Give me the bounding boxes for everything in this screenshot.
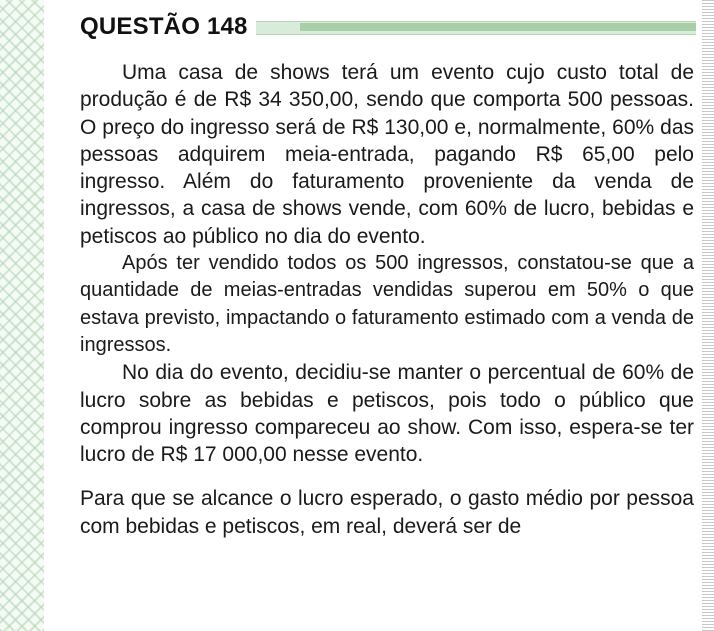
paragraph-3: No dia do evento, decidiu-se manter o percentual de 60% de lucro sobre as bebidas e petiscos, pois todo o público que comprou ingresso compareceu ao show. Com isso, espera-se ter lucro de R$ 17 000,00 nesse evento. [80,361,694,467]
paragraph-2: Após ter vendido todos os 500 ingressos, constatou-se que a quantidade de meias-entradas vendidas superou em 50% o que estava previsto, impactando o faturamento estimado com a venda de ingressos. [80,252,694,356]
question-body [80,59,694,540]
title-decorative-bar [256,18,696,36]
question-prompt: Para que se alcance o lucro esperado, o gasto médio por pessoa com bebidas e petiscos, em real, deverá ser de [80,487,694,538]
title-bar-dark [300,23,696,31]
question-header [80,12,696,42]
decorative-side-pattern [0,0,44,631]
decorative-right-rule [702,0,714,631]
question-title: QUESTÃO 148 [80,13,248,40]
paragraph-1: Uma casa de shows terá um evento cujo custo total de produção é de R$ 34 350,00, sendo que comporta 500 pessoas. O preço do ingresso será de R$ 130,00 e, normalmente, 60% das pessoas adquirem meia-entrada, pagando R$ 65,00 pelo ingresso. Além do faturamento proveniente da venda de ingressos, a casa de shows vende, com 60% de lucro, bebidas e petiscos ao público no dia do evento. [80,61,694,248]
